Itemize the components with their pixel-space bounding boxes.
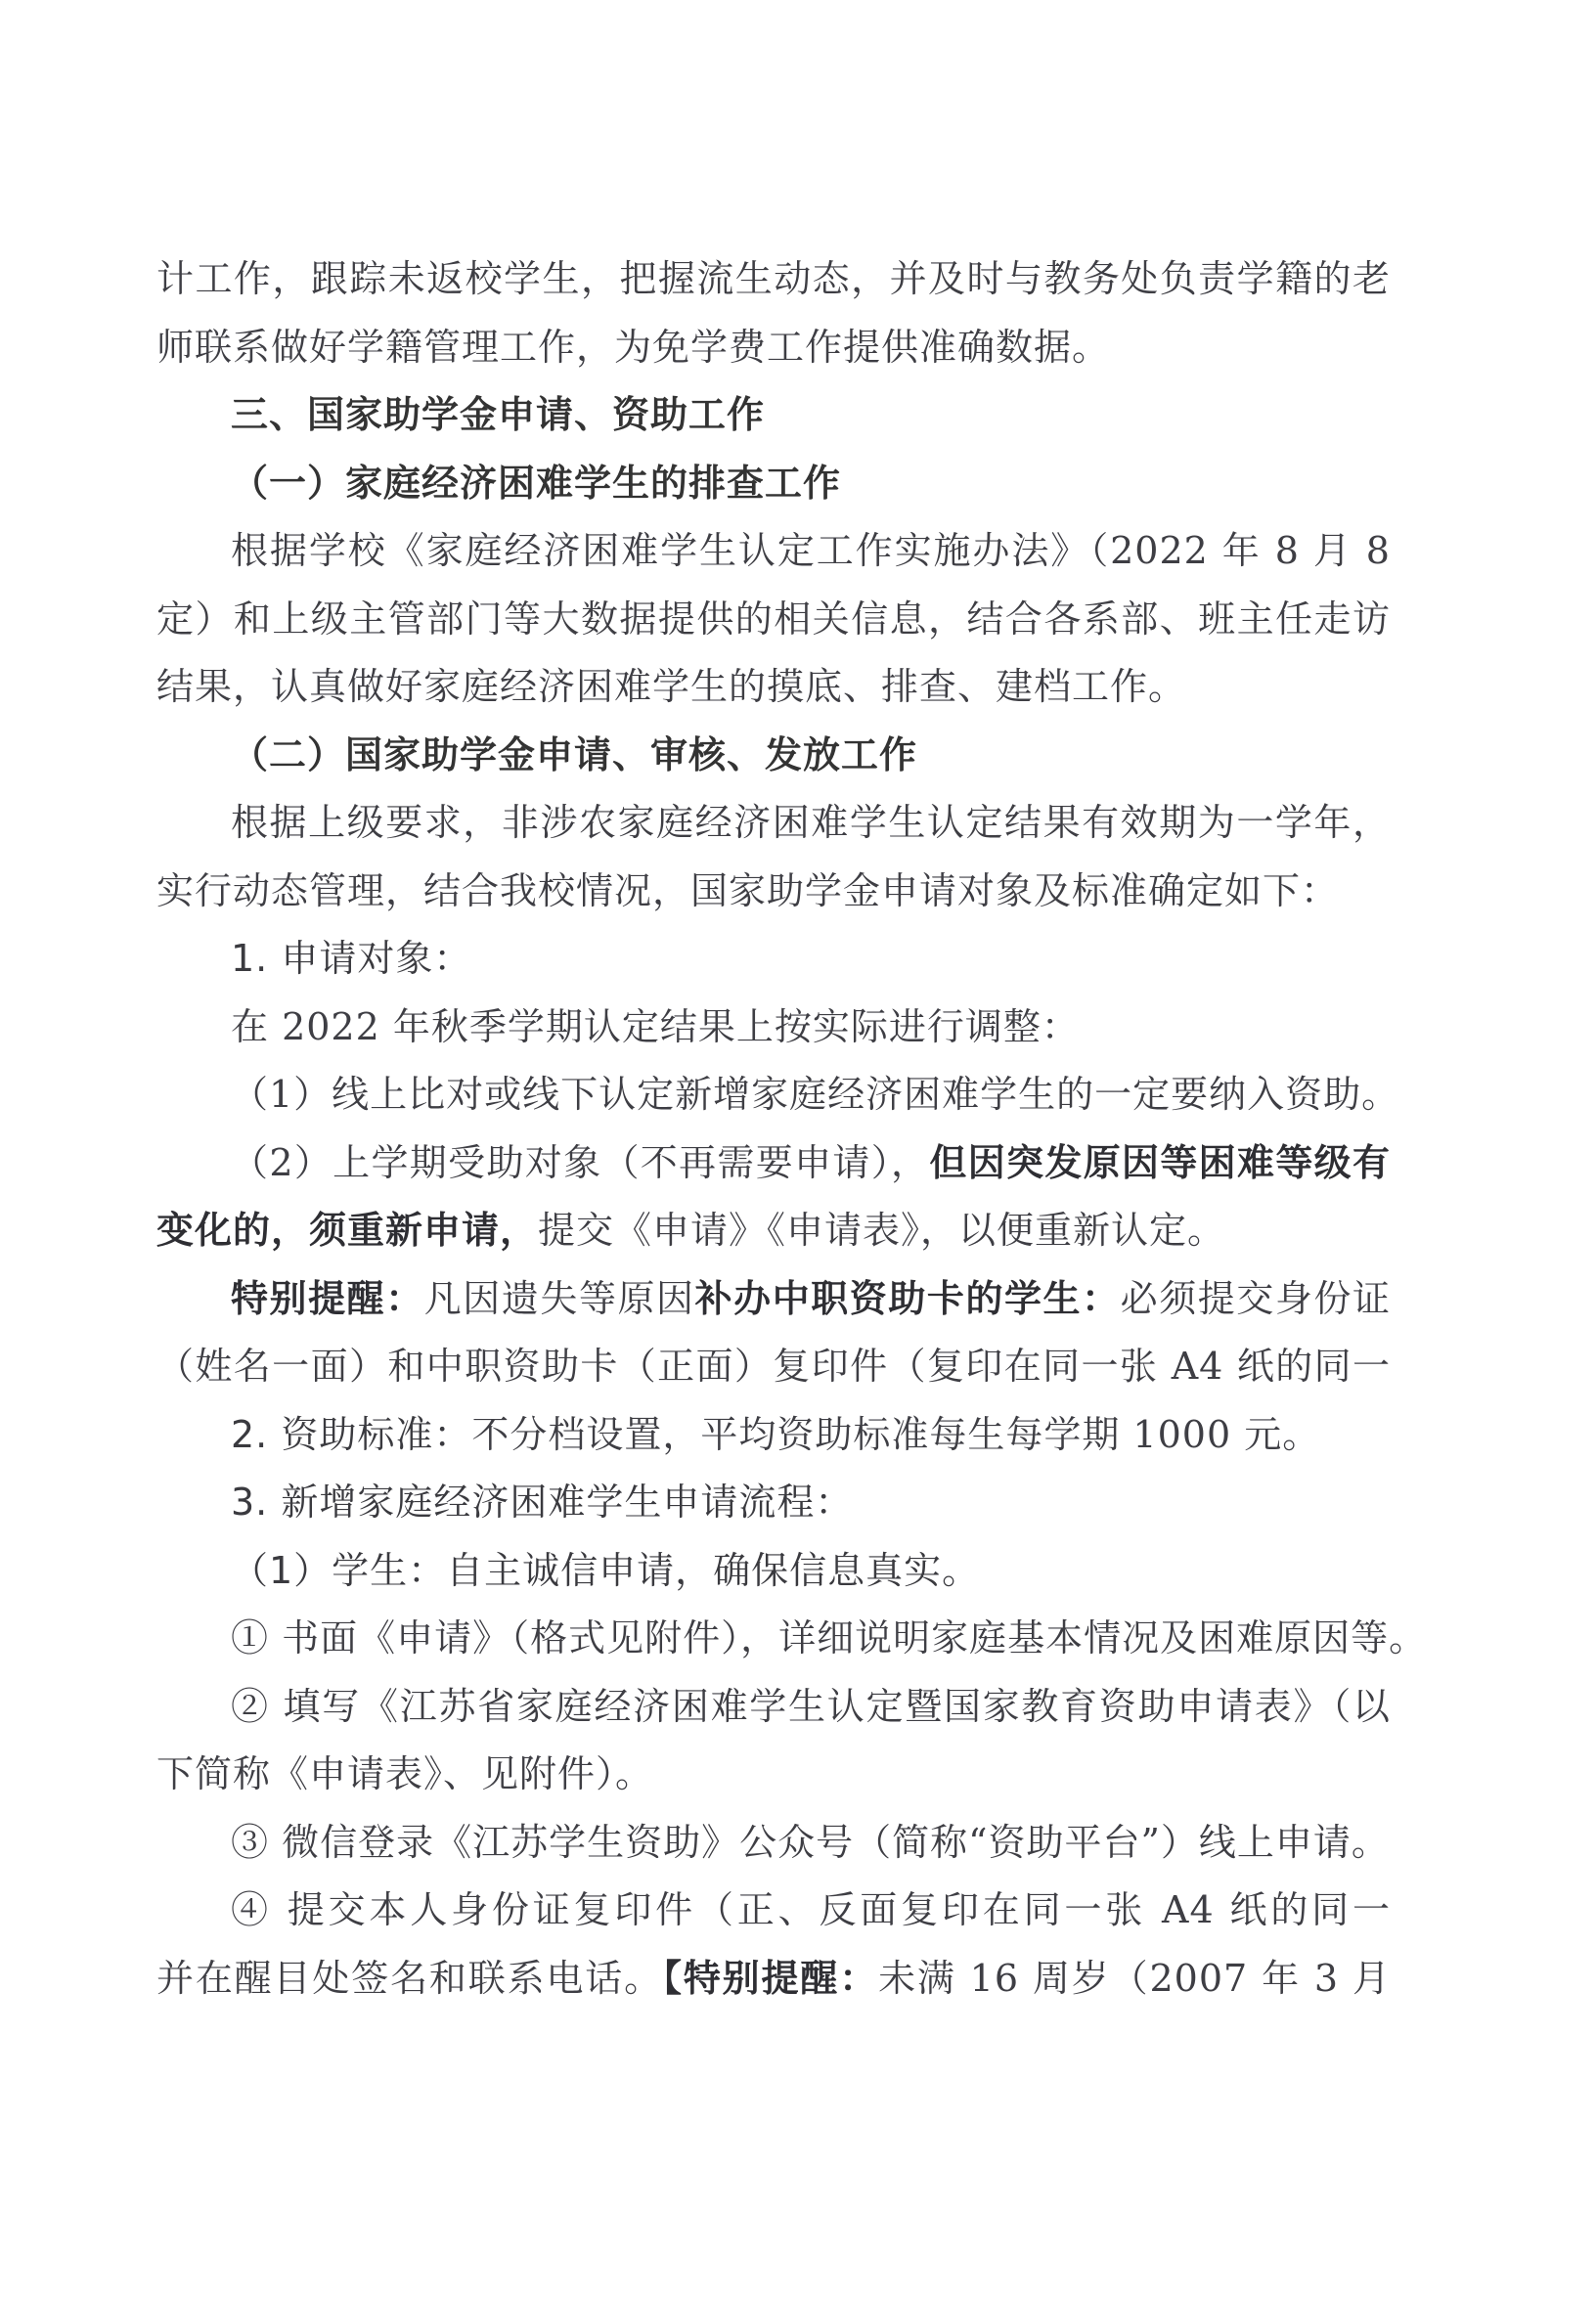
paragraph-line xyxy=(156,590,1391,648)
text-segment: 下简称《申请表》、见附件）。 xyxy=(156,1752,654,1795)
section-heading xyxy=(231,385,1391,444)
text-segment: 并在醒目处签名和联系电话。 xyxy=(156,1956,663,2000)
text-segment: 未满 16 周岁（2007 年 3 月 xyxy=(878,1956,1391,2000)
text-segment: 在 2022 年秋季学期认定结果上按实际进行调整： xyxy=(231,1004,1080,1048)
paragraph-line xyxy=(156,657,1391,716)
paragraph-line xyxy=(231,1133,1391,1192)
text-segment: （1）线上比对或线下认定新增家庭经济困难学生的一定要纳入资助。 xyxy=(231,1073,1400,1116)
bold-text: 特别提醒： xyxy=(231,1276,424,1320)
text-segment: 凡因遗失等原因 xyxy=(423,1276,695,1320)
text-segment: 结果，认真做好家庭经济困难学生的摸底、排查、建档工作。 xyxy=(156,665,1187,708)
paragraph-line xyxy=(231,1541,1391,1600)
paragraph-line xyxy=(156,1949,1391,2008)
section-heading xyxy=(231,454,1391,512)
text-segment: （2）上学期受助对象（不再需要申请）， xyxy=(231,1140,930,1184)
text-segment: （1）学生：自主诚信申请，确保信息真实。 xyxy=(231,1548,981,1592)
text-segment: 定）和上级主管部门等大数据提供的相关信息，结合各系部、班主任走访 xyxy=(156,597,1391,641)
bold-text: 变化的，须重新申请， xyxy=(156,1209,539,1252)
text-segment: 必须提交身份证 xyxy=(1120,1276,1391,1320)
bold-text: 【特别提醒： xyxy=(662,1956,879,2000)
paragraph-line xyxy=(231,1609,1428,1667)
section-heading xyxy=(231,726,1391,784)
paragraph-line xyxy=(156,862,1391,920)
text-segment: 提交《申请》《申请表》，以便重新认定。 xyxy=(538,1209,1226,1252)
text-segment: ② 填写《江苏省家庭经济困难学生认定暨国家教育资助申请表》（以 xyxy=(231,1684,1391,1728)
text-segment: ③ 微信登录《江苏学生资助》公众号（简称“资助平台”）线上申请。 xyxy=(231,1820,1390,1864)
paragraph-line xyxy=(231,1880,1391,1939)
paragraph-line xyxy=(156,1337,1391,1395)
paragraph-line xyxy=(231,793,1391,852)
text-segment: 根据学校《家庭经济困难学生认定工作实施办法》（2022 年 8 月 8 xyxy=(231,529,1391,572)
paragraph-line xyxy=(156,1201,1391,1260)
text-segment: 1. 申请对象： xyxy=(231,937,472,980)
paragraph-line xyxy=(231,1677,1391,1736)
paragraph-line xyxy=(231,1473,1391,1531)
text-segment: 三、国家助学金申请、资助工作 xyxy=(231,393,766,436)
text-segment: 师联系做好学籍管理工作，为免学费工作提供准确数据。 xyxy=(156,325,1111,369)
paragraph-line xyxy=(231,997,1391,1056)
paragraph-line xyxy=(156,318,1391,376)
text-segment: ④ 提交本人身份证复印件（正、反面复印在同一张 A4 纸的同一 xyxy=(231,1888,1391,1931)
text-segment: 2. 资助标准： xyxy=(231,1412,472,1456)
paragraph-line xyxy=(156,249,1391,308)
text-segment: 根据上级要求，非涉农家庭经济困难学生认定结果有效期为一学年， xyxy=(231,801,1391,844)
text-segment: ① 书面《申请》（格式见附件），详细说明家庭基本情况及困难原因等。 xyxy=(231,1616,1428,1659)
text-segment: （姓名一面）和中职资助卡（正面）复印件（复印在同一张 A4 纸的同一 xyxy=(156,1345,1391,1388)
text-segment: 3. 新增家庭经济困难学生申请流程： xyxy=(231,1481,854,1524)
paragraph-line xyxy=(231,1065,1400,1124)
paragraph-line xyxy=(231,521,1391,580)
paragraph-line xyxy=(231,929,1391,988)
paragraph-line xyxy=(231,1813,1391,1872)
bold-text: 但因突发原因等困难等级有 xyxy=(929,1140,1391,1184)
paragraph-line xyxy=(231,1269,1391,1328)
text-segment: 实行动态管理，结合我校情况，国家助学金申请对象及标准确定如下： xyxy=(156,868,1340,912)
paragraph-line xyxy=(231,1405,1391,1464)
bold-text: 补办中职资助卡的学生： xyxy=(694,1276,1121,1320)
text-segment: 计工作，跟踪未返校学生，把握流生动态，并及时与教务处负责学籍的老 xyxy=(156,257,1391,300)
text-segment: （一）家庭经济困难学生的排查工作 xyxy=(231,461,842,505)
text-segment: （二）国家助学金申请、审核、发放工作 xyxy=(231,732,918,776)
text-segment: 不分档设置，平均资助标准每生每学期 1000 元。 xyxy=(471,1412,1321,1456)
paragraph-line xyxy=(156,1745,1391,1803)
